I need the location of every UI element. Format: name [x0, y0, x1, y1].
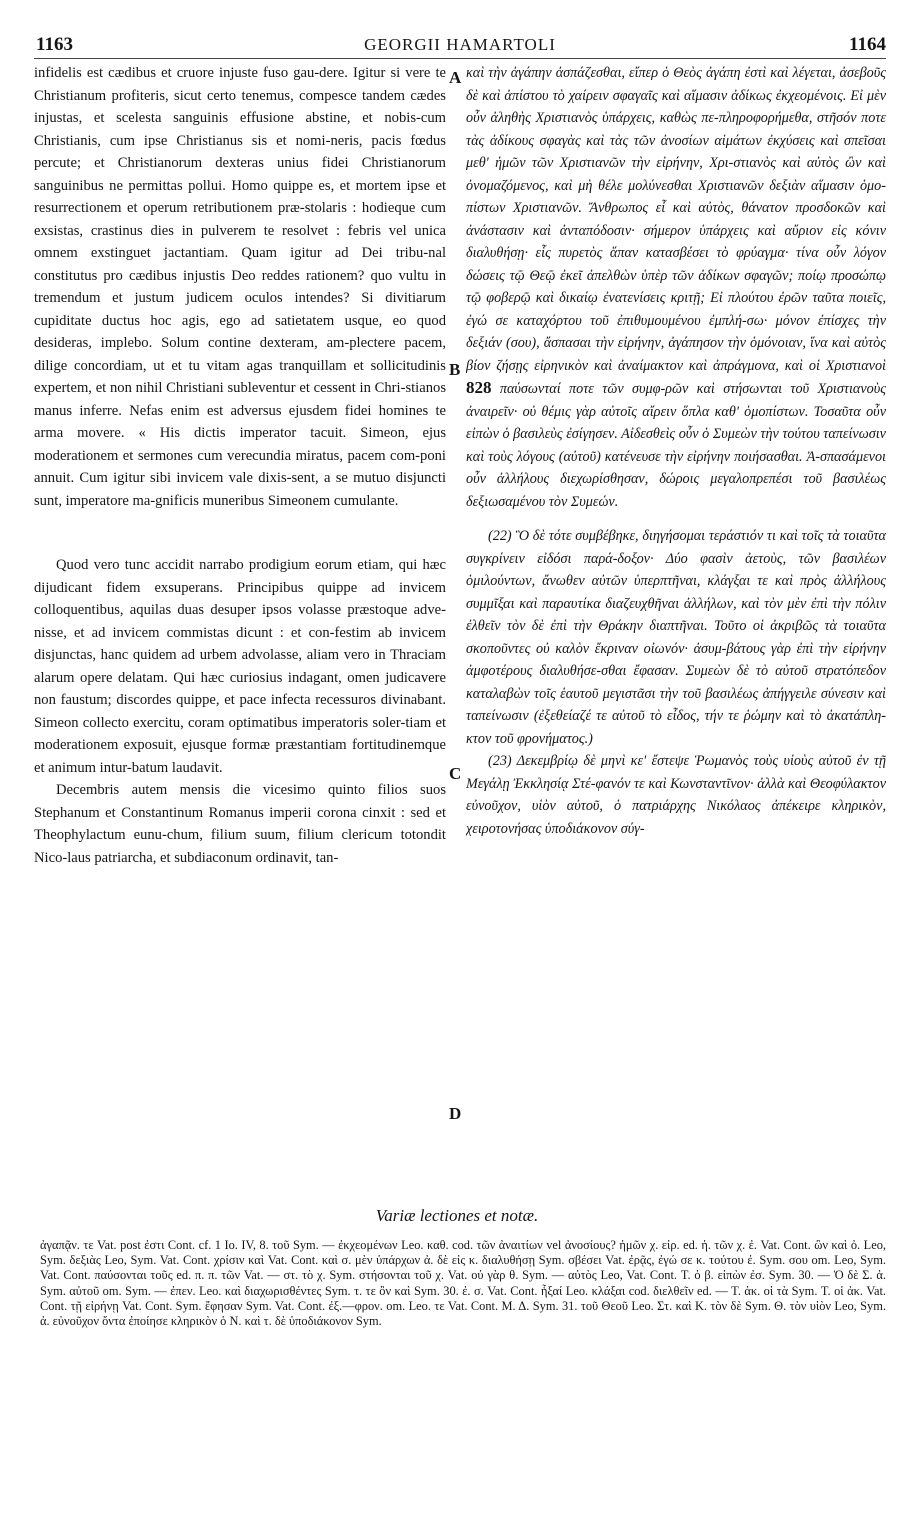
- page-number-left: 1163: [36, 34, 73, 55]
- greek-paragraph-1-text: καὶ τὴν ἀγάπην ἀσπάζεσθαι, εἴπερ ὁ Θεὸς ἀγάπη ἐστὶ καὶ λέγεται, ἀσεβοῦς δὲ καὶ ἀπίστου τὸ χαίρειν σφαγαῖς καὶ αἵμασιν ἀδίκως ἐκχεομένοις. Εἰ μὲν οὖν ἀληθὴς Χριστιανὸς ὑπάρχεις, καθὼς πε-πληροφορήμεθα, στῆσόν ποτε τὰς ἀδίκους σφαγὰς καὶ τὰς τῶν ἀνοσίων αἱμάτων ἐκχύσεις καὶ σπεῖσαι μεθ' ἡμῶν τῶν Χριστιανῶν τὴν εἰρήνην, Χρι-στιανὸς καὶ αὐτὸς ὢν καὶ ὀνομαζόμενος, καὶ μὴ θέλε μολύνεσθαι Χριστιανῶν δεξιὰν αἵμασιν ὁμο-πίστων Χριστιανῶν. Ἄνθρωπος εἶ καὶ αὐτὸς, θάνατον προσδοκῶν καὶ ἀνάστασιν καὶ ἀνταπόδοσιν· σήμερον ὑπάρχεις καὶ αὔριον εἰς κόνιν διαλυθήσῃ· εἷς πυρετὸς ἅπαν κατασβέσει τὸ φρύαγμα· τίνα οὖν λόγον δώσεις τῷ Θεῷ ἐκεῖ ἀπελθὼν ὑπὲρ τῶν ἀδίκων σφαγῶν; ποίῳ προσώπῳ τῷ φοβερῷ καὶ δικαίῳ ἐνατενίσεις κριτῇ; Εἰ πλούτου ἐρῶν ταῦτα ποιεῖς, ἐγώ σε καταχόρτου τοῦ ἐπιθυμουμένου ἐμπλή-σω· μόνον ἐπίσχες τὴν δεξιάν (σου), ἄσπασαι τὴν εἰρήνην, ἀγάπησον τὴν ὁμόνοιαν, ἵνα καὶ αὐτὸς βίον ζήσῃς εἰρηνικὸν καὶ ἀναίμακτον καὶ ἀπράγμονα, καὶ οἱ Χριστιανοὶ: [466, 65, 886, 374]
- notes-heading: Variæ lectiones et notæ.: [375, 1206, 539, 1225]
- latin-column: [34, 62, 446, 869]
- latin-paragraph-3: Decembris autem mensis die vicesimo quinto filios suos Stephanum et Constantinum Romanus imperii corona cinxit : sed et Theophylactum eunu-chum, filium suum, filium clericum totondit Nico-laus patriarcha, et subdiaconum ordinavit, tan-: [34, 782, 446, 866]
- margin-letter-a: A: [449, 68, 462, 87]
- greek-paragraph-3: (23) Δεκεμβρίῳ δὲ μηνὶ κε' ἔστεψε Ῥωμανὸς τοὺς υἱοὺς αὐτοῦ ἐν τῇ Μεγάλῃ Ἐκκλησίᾳ Στέ-φανόν τε καὶ Κωνσταντῖνον· ἀλλὰ καὶ Θεοφύλακτον εὐνοῦχον, υἱὸν αὐτοῦ, ὁ πατριάρχης Νικόλαος ἀπέκειρε κληρικὸν, χειροτονήσας ὑποδιάκονον σύγ-: [466, 753, 886, 837]
- latin-paragraph-1: infidelis est cædibus et cruore injuste fuso gau-dere. Igitur si vere te Christianum profiteris, sicut certo tenemus, compesce tandem cædes injustas, et scelesta sanguinis effusione abstine, et nobis-cum Christianis, cum ipse Christianus sis et nomi-neris, pacis fœdus percute; et Christianorum dexteras unius fidei Christianorum sanguinibus ne permittas pollui. Homo quippe es, et mortem ipse et resurrectionem et operum retributionem præ-stolaris : hodieque cum exsistas, crastinus dies in pulverem te resolvet : febris vel unica omnem exstinguet jactantiam. Quam igitur ad Dei tribu-nal constitutus pro cædibus injustis Deo reddes rationem? quo vultu in tremendum et justum judicem oculos intendes? Si divitiarum cupiditate ductus hoc agis, ego ad satietatem usque, eo quod desideras, implebo. Solum contine dexteram, am-plectere pacem, dilige concordiam, ut et tu vitam agas tranquillam et sollicitudinis expertem, et non nihil Christiani subleventur et cessent in Chri-stianos manus inferre. Nefas enim est adversus ejusdem fidei homines te arma movere. « His dictis imperator tacuit. Simeon, ejus moderationem et sermones cum verecundia miratus, pacem com-poni annuit. Cum igitur sibi invicem vale dixis-sent, a se mutuo disjuncti sunt, imperatore ma-gnificis muneribus Simeonem cumulante.: [34, 65, 446, 509]
- page-number-right: 1164: [849, 34, 886, 55]
- margin-letter-c: C: [449, 764, 462, 783]
- greek-paragraph-1-cont: παύσωνταί ποτε τῶν συμφ-ρῶν καὶ στήσωνται τοῦ Χριστιανοὺς ἀναιρεῖν· οὐ θέμις γὰρ αὐτοῖς αἴρειν ὅπλα καθ' ὁμοπίστων. Τοσαῦτα οὖν εἰπὼν ὁ βασιλεὺς ἐσίγησεν. Αἰδεσθεὶς οὖν ὁ Συμεὼν τὴν τούτου ταπείνωσιν καὶ τοὺς λόγους (αὐτοῦ) κατένευσε τὴν εἰρήνην ποιήσασθαι. Ἀ-σπασάμενοι οὖν ἀλλήλους διεχωρίσθησαν, δώροις μεγαλοπρεπέσι τοῦ βασιλέως δεξιωσαμένου τὸν Συμεών.: [466, 381, 886, 510]
- latin-paragraph-2: Quod vero tunc accidit narrabo prodigium eorum etiam, qui hæc dijudicant fidem exsuperans. Principibus quippe ad invicem colloquentibus, aquilas duas desuper ipsos volasse præstoque adve-nisse, et ad invicem commistas dicunt : et con-festim ab invicem disjunctas, hanc quidem ad urbem advolasse, aliam vero in Thraciam alarum opere delatam. Qui hæc curiosius indagant, omen judicavere non faustum; discordes quippe, et pace infecta recessuros divinabant. Simeon collecto exercitu, coram optimatibus imperatoris soler-tiam et moderationem exposuit, ejusque formæ præstantiam fortitudinemque et animum intur-batum laudavit.: [34, 557, 446, 776]
- running-head: [34, 34, 886, 59]
- greek-paragraph-1: [466, 62, 886, 513]
- greek-paragraph-2: (22) Ὃ δὲ τότε συμβέβηκε, διηγήσομαι τεράστιόν τι καὶ τοῖς τὰ τοιαῦτα συγκρίνειν εἰδόσι παρά-δοξον· Δύο φασὶν ἀετοὺς, τῶν βασιλέων ὁμιλούντων, ἄνωθεν αὐτῶν ὑπερπτῆναι, κλάγξαι τε καὶ πρὸς ἀλλήλους συμμῖξαι καὶ παραυτίκα διαζευχθῆναι ἀλλήλων, καὶ τὸν μὲν ἐπὶ τὴν πόλιν ἐλθεῖν τὸν δὲ ἐπὶ τὴν Θράκην διαπτῆναι. Τοῦτο οἱ ἀκριβῶς τὰ τοιαῦτα σκοποῦντες οὐ καλὸν ἔκριναν οἰωνόν· ἀσυμ-βάτους γὰρ ἐπὶ τὴν εἰρήνην ἀμφοτέρους διαλυθήσε-σθαι ἔφασαν. Συμεὼν δὲ τὸ αὐτοῦ στρατόπεδον καταλαβὼν τοῖς ἑαυτοῦ μεγιστᾶσι τὴν τοῦ βασιλέως ἀπήγγειλε σύνεσιν καὶ ταπείνωσιν (ἐξεθείαζέ τε αὐτοῦ τὸ εἶδος, τήν τε ῥώμην καὶ τὸ ἀκατάπλη-κτον τοῦ φρονήματος.): [466, 528, 886, 747]
- running-title: GEORGII HAMARTOLI: [364, 35, 556, 54]
- margin-letter-d: D: [449, 1104, 462, 1123]
- column-number: 828: [466, 378, 492, 397]
- notes-text: ἀγαπᾷν. τε Vat. post ἐστι Cont. cf. 1 Io. IV, 8. τοῦ Sym. — ἐκχεομένων Leo. καθ. cod. τῶν ἀναιτίων vel ἀνοσίους? ἡμῶν χ. εἰρ. ed. ἡ. τῶν χ. ἐ. Vat. Cont. ὢν καὶ ὀ. Leo, Sym. δεξιὰς Leo, Sym. Vat. Cont. χρίσιν καὶ Vat. Cont. καὶ σ. μὲν ὑπάρχων ἀ. δὲ εἰς κ. διαλυθήσῃ Sym. σβέσει Vat. ἐρᾷς, ἐγώ σε κ. τούτου ἐ. Sym. σου om. Leo, Sym. Vat. Cont. παύσονται τοῦς ed. π. π. τῶν Vat. — στ. τὸ χ. Sym. στήσονται τοῦ χ. Vat. οὐ γὰρ θ. Sym. — αὐτὸς Leo, Vat. Cont. Τ. ὁ β. εἰπὼν ἐσ. Sym. 30. — Ὁ δὲ Σ. ἀ. Sym. αὐτοῦ om. Sym. — ἐπεν. Leo. καὶ διαχωρισθέντες Sym. τ. τε ὂν καὶ Sym. 30. ἐ. σ. Vat. Cont. ἧξαί Leo. κλάξαι cod. διελθεῖν ed. — Τ. ἀκ. οἱ τὰ Sym. Τ. οἱ ἀκ. Vat. Cont. τῇ εἰρήνῃ Vat. Cont. Sym. ἔφησαν Sym. Vat. Cont. ἐξ.—φρον. om. Leo. τε Vat. Cont. Μ. Δ. Sym. 31. τοῦ Θεοῦ Leo. Στ. καὶ Κ. τὸν δὲ Sym. Θ. τὸν υἱὸν Leo, Sym. ἀ. εὐνοῦχον ὄντα ἐποίησε κληρικὸν ὁ Ν. καὶ τ. δὲ ὑποδιάκονον Sym.: [40, 1238, 886, 1329]
- margin-letter-b: B: [449, 360, 461, 379]
- greek-column: [466, 62, 886, 840]
